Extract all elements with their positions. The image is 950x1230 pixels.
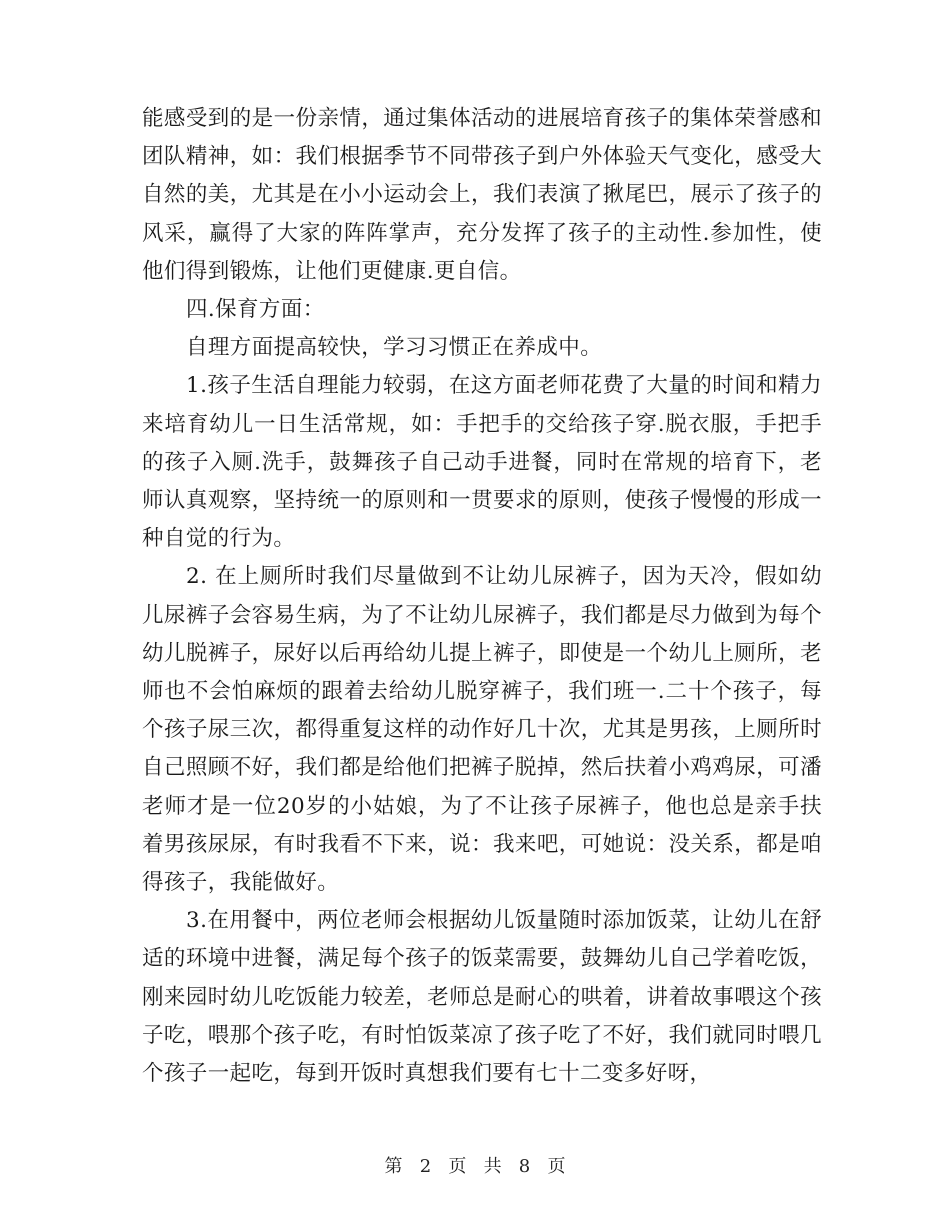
page-footer	[0, 1155, 950, 1179]
paragraph-item-2: 2. 在上厕所时我们尽量做到不让幼儿尿裤子，因为天冷，假如幼儿尿裤子会容易生病，为了不让幼儿尿裤子，我们都是尽力做到为每个幼儿脱裤子，尿好以后再给幼儿提上裤子，即使是一个幼儿上厕所，老师也不会怕麻烦的跟着去给幼儿脱穿裤子，我们班一.二十个孩子，每个孩子尿三次，都得重复这样的动作好几十次，尤其是男孩，上厕所时自己照顾不好，我们都是给他们把裤子脱掉，然后扶着小鸡鸡尿，可潘老师才是一位20岁的小姑娘，为了不让孩子尿裤子，他也总是亲手扶着男孩尿尿，有时我看不下来，说：我来吧，可她说：没关系，都是咱得孩子，我能做好。	[142, 564, 822, 896]
footer-current-page: 2	[419, 1156, 432, 1177]
paragraph-1: 能感受到的是一份亲情，通过集体活动的进展培育孩子的集体荣誉感和团队精神，如：我们根据季节不同带孩子到户外体验天气变化，感受大自然的美，尤其是在小小运动会上，我们表演了揪尾巴，展示了孩子的风采，赢得了大家的阵阵掌声，充分发挥了孩子的主动性.参加性，使他们得到锻炼，让他们更健康.更自信。	[142, 106, 822, 284]
paragraph-item-1: 1.孩子生活自理能力较弱，在这方面老师花费了大量的时间和精力来培育幼儿一日生活常规，如：手把手的交给孩子穿.脱衣服，手把手的孩子入厕.洗手，鼓舞孩子自己动手进餐，同时在常规的培育下，老师认真观察，坚持统一的原则和一贯要求的原则，使孩子慢慢的形成一种自觉的行为。	[142, 373, 822, 552]
document-body	[142, 100, 822, 1093]
footer-total-pages: 8	[518, 1156, 531, 1177]
footer-total-word: 共	[483, 1156, 502, 1177]
footer-page-word: 页	[448, 1156, 467, 1177]
footer-prefix: 第	[384, 1156, 403, 1177]
footer-suffix: 页	[547, 1156, 566, 1177]
section-heading-childcare: 四.保育方面：	[186, 297, 325, 323]
paragraph-self-care-summary: 自理方面提高较快，学习习惯正在养成中。	[186, 335, 603, 361]
paragraph-item-3: 3.在用餐中，两位老师会根据幼儿饭量随时添加饭菜，让幼儿在舒适的环境中进餐，满足每个孩子的饭菜需要，鼓舞幼儿自己学着吃饭，刚来园时幼儿吃饭能力较差，老师总是耐心的哄着，讲着故事喂这个孩子吃，喂那个孩子吃，有时怕饭菜凉了孩子吃了不好，我们就同时喂几个孩子一起吃，每到开饭时真想我们要有七十二变多好呀，	[142, 908, 822, 1087]
